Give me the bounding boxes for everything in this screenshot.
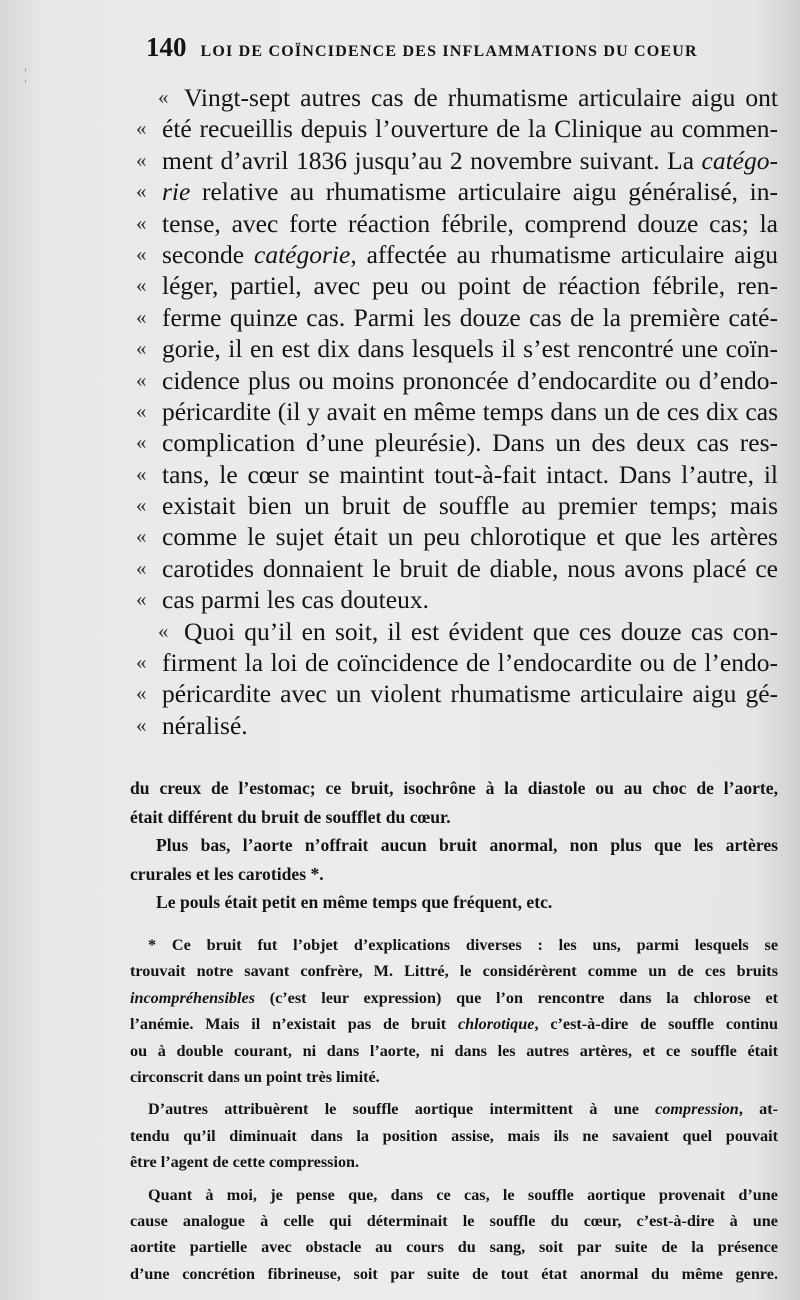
quote-line-text — [162, 302, 778, 333]
text-segment: tense, avec forte réaction fébrile, comprend douze cas; la — [162, 208, 778, 238]
text-segment: chlorotique — [457, 1015, 535, 1034]
text-segment: péricardite avec un violent rhumatisme articulaire aigu gé- — [162, 679, 778, 709]
body-line-text: crurales et les carotides *. — [130, 863, 324, 884]
text-segment: seconde — [162, 239, 255, 269]
text-segment: comme le sujet était un peu chlorotique et que les artères — [162, 522, 778, 552]
quote-line — [136, 616, 778, 647]
footnote-line — [130, 1064, 778, 1090]
footnote-line — [130, 1011, 778, 1037]
guillemet-mark: « — [136, 587, 147, 612]
text-segment: (c’est leur expression) que l’on rencontre dans la chlorose et — [255, 988, 778, 1007]
footnote-line-text — [130, 1234, 778, 1260]
text-segment: cause analogue à celle qui déterminait le souffle du cœur, c’est-à-dire à une — [130, 1211, 778, 1230]
guillemet-mark: « — [158, 85, 169, 109]
text-segment: catégo- — [701, 145, 778, 175]
guillemet-mark: « — [136, 430, 147, 455]
guillemet-mark: « — [136, 179, 147, 204]
text-segment: être l’agent de cette compression. — [130, 1153, 360, 1172]
text-segment: complication d’une pleurésie). Dans un des deux cas res- — [162, 428, 778, 458]
text-segment: néralisé. — [162, 710, 248, 740]
guillemet-mark: « — [136, 555, 147, 580]
quote-line — [136, 239, 778, 270]
text-segment: ferme quinze cas. Parmi les douze cas de la première caté- — [162, 302, 778, 332]
quote-line — [136, 678, 778, 709]
text-segment: , c’est-à-dire de souffle continu — [534, 1015, 778, 1034]
footnote-line-text — [130, 958, 778, 984]
footnote-line-text — [130, 1064, 380, 1090]
footnote-line-text — [130, 1123, 778, 1149]
quote-line-text — [162, 427, 778, 458]
text-segment: Quant à moi, je pense que, dans ce cas, le souffle aortique provenait d’une — [148, 1185, 778, 1204]
text-segment: relative au rhumatisme articulaire aigu généralisé, in- — [190, 177, 778, 207]
footnote-line-text — [130, 1149, 359, 1175]
guillemet-mark: « — [136, 116, 147, 141]
quote-line — [136, 396, 778, 427]
body-line-text: du creux de l’estomac; ce bruit, isochrône à la diastole ou au choc de l’aorte, — [130, 778, 778, 798]
text-segment: aortite partielle avec obstacle au cours du sang, soit par suite de la présence — [130, 1238, 778, 1257]
quote-line — [136, 333, 778, 364]
quote-line — [136, 145, 778, 176]
text-segment: catégorie — [254, 239, 351, 269]
footnote-line — [130, 1234, 778, 1260]
quote-line-text — [162, 396, 778, 427]
text-segment: Vingt-sept autres cas de rhumatisme articulaire aigu ont — [184, 83, 778, 112]
quote-line — [136, 270, 778, 301]
quote-line — [136, 521, 778, 552]
body-line — [130, 774, 778, 803]
margin-mark: ' ' — [24, 68, 27, 90]
quote-line-text — [162, 239, 778, 270]
text-segment: D’autres attribuèrent le souffle aortique intermittent à une — [148, 1100, 656, 1119]
quote-line-text — [184, 82, 778, 113]
quote-line-text — [162, 490, 778, 521]
quote-line — [136, 302, 778, 333]
guillemet-mark: « — [158, 618, 169, 643]
text-segment: léger, partiel, avec peu ou point de réaction fébrile, ren- — [162, 271, 778, 301]
quote-line — [136, 82, 778, 113]
footnote-line-text — [130, 1261, 778, 1287]
text-segment: rie — [162, 177, 191, 207]
guillemet-mark: « — [136, 493, 147, 518]
body-line — [130, 803, 778, 832]
quote-line-text — [162, 553, 778, 584]
text-segment: circonscrit dans un point très limité. — [130, 1067, 380, 1086]
quote-line-text — [162, 678, 778, 709]
quote-line — [136, 113, 778, 144]
footnote-line — [130, 1182, 778, 1208]
footnote-line-text — [148, 1096, 778, 1122]
guillemet-mark: « — [136, 681, 147, 706]
quote-line — [136, 427, 778, 458]
text-segment: tendu qu’il diminuait dans la position assise, mais ils ne savaient quel pouvait — [130, 1126, 778, 1145]
quote-line — [136, 176, 778, 207]
footnote-line — [130, 1208, 778, 1234]
quote-line-text — [162, 710, 248, 741]
quote-line-text — [162, 176, 778, 207]
footnote-line — [130, 932, 778, 958]
text-segment: firment la loi de coïncidence de l’endocardite ou de l’endo- — [162, 648, 778, 678]
text-segment: incompréhensibles — [130, 988, 256, 1007]
text-segment: tans, le cœur se maintint tout-à-fait intact. Dans l’autre, il — [162, 459, 778, 489]
guillemet-mark: « — [136, 650, 147, 675]
guillemet-mark: « — [136, 147, 147, 172]
page-number: 140 — [146, 32, 187, 62]
text-segment: compression — [655, 1100, 739, 1119]
text-segment: gorie, il en est dix dans lesquels il s’est rencontré une coïn- — [162, 334, 778, 364]
footnote-line — [130, 1149, 778, 1175]
text-segment: cidence plus ou moins prononcée d’endocardite ou d’endo- — [162, 365, 778, 395]
body-line-text: Plus bas, l’aorte n’offrait aucun bruit anormal, non plus que les artères — [156, 835, 778, 855]
text-segment: trouvait notre savant confrère, M. Littré, le considérèrent comme un de ces bruits — [130, 962, 778, 981]
text-segment: ment d’avril 1836 jusqu’au 2 novembre suivant. La — [162, 145, 702, 175]
guillemet-mark: « — [136, 524, 147, 549]
footnote-line-text — [130, 1011, 778, 1037]
guillemet-mark: « — [136, 241, 147, 266]
page-header — [146, 32, 776, 72]
quote-line-text — [162, 145, 778, 176]
quoted-passage — [136, 82, 778, 741]
text-segment: * Ce bruit fut l’objet d’explications diverses : les uns, parmi lesquels se — [148, 936, 778, 954]
text-segment: , at- — [738, 1100, 778, 1119]
quote-line — [136, 584, 778, 615]
quote-line-text — [162, 270, 778, 301]
quote-line-text — [162, 208, 778, 239]
quote-line-text — [162, 647, 778, 678]
footnote-line — [130, 1096, 778, 1122]
body-line — [130, 831, 778, 860]
footnote-line-text — [148, 932, 778, 958]
quote-line-text — [162, 521, 778, 552]
quote-line-text — [162, 584, 429, 615]
text-segment: Quoi qu’il en soit, il est évident que ces douze cas con- — [184, 616, 778, 646]
footnote-line — [130, 985, 778, 1011]
body-line-text: était différent du bruit de soufflet du cœur. — [130, 806, 451, 827]
quote-line — [136, 208, 778, 239]
quote-line-text — [162, 113, 778, 144]
footnote — [130, 932, 778, 1287]
guillemet-mark: « — [136, 398, 147, 423]
text-segment: existait bien un bruit de souffle au premier temps; mais — [162, 491, 778, 521]
quote-line-text — [162, 459, 778, 490]
quote-line-text — [184, 616, 778, 647]
footnote-line-text — [130, 985, 778, 1011]
body-line — [130, 860, 778, 889]
text-segment: été recueillis depuis l’ouverture de la Clinique au commen- — [162, 114, 778, 144]
quote-line-text — [162, 365, 778, 396]
guillemet-mark: « — [136, 336, 147, 361]
body-line — [130, 888, 778, 917]
guillemet-mark: « — [136, 461, 147, 486]
body-line-text: Le pouls était petit en même temps que fréquent, etc. — [156, 892, 553, 912]
footnote-line — [130, 1123, 778, 1149]
text-segment: cas parmi les cas douteux. — [162, 585, 429, 615]
guillemet-mark: « — [136, 210, 147, 235]
footnote-line-text — [130, 1038, 778, 1064]
quote-line — [136, 459, 778, 490]
guillemet-mark: « — [136, 367, 147, 392]
text-segment: l’anémie. Mais il n’existait pas de bruit — [130, 1015, 458, 1034]
quote-line — [136, 710, 778, 741]
quote-line — [136, 365, 778, 396]
footnote-line — [130, 1038, 778, 1064]
guillemet-mark: « — [136, 304, 147, 329]
text-segment: , affectée au rhumatisme articulaire aigu — [350, 239, 778, 269]
quote-line — [136, 553, 778, 584]
footnote-line — [130, 1261, 778, 1287]
text-segment: ou à double courant, ni dans l’aorte, ni dans les autres artères, et ce souffle était — [130, 1041, 778, 1060]
body-text — [130, 774, 778, 917]
quote-line — [136, 490, 778, 521]
running-title: LOI DE COÏNCIDENCE DES INFLAMMATIONS DU COEUR — [200, 43, 698, 60]
footnote-line-text — [130, 1208, 778, 1234]
text-segment: d’une concrétion fibrineuse, soit par suite de tout état anormal du même genre. — [130, 1264, 778, 1283]
text-segment: carotides donnaient le bruit de diable, nous avons placé ce — [162, 553, 778, 583]
quote-line — [136, 647, 778, 678]
footnote-line-text — [148, 1182, 778, 1208]
guillemet-mark: « — [136, 712, 147, 737]
footnote-line — [130, 958, 778, 984]
guillemet-mark: « — [136, 273, 147, 298]
quote-line-text — [162, 333, 778, 364]
text-segment: péricardite (il y avait en même temps dans un de ces dix cas — [162, 396, 778, 426]
